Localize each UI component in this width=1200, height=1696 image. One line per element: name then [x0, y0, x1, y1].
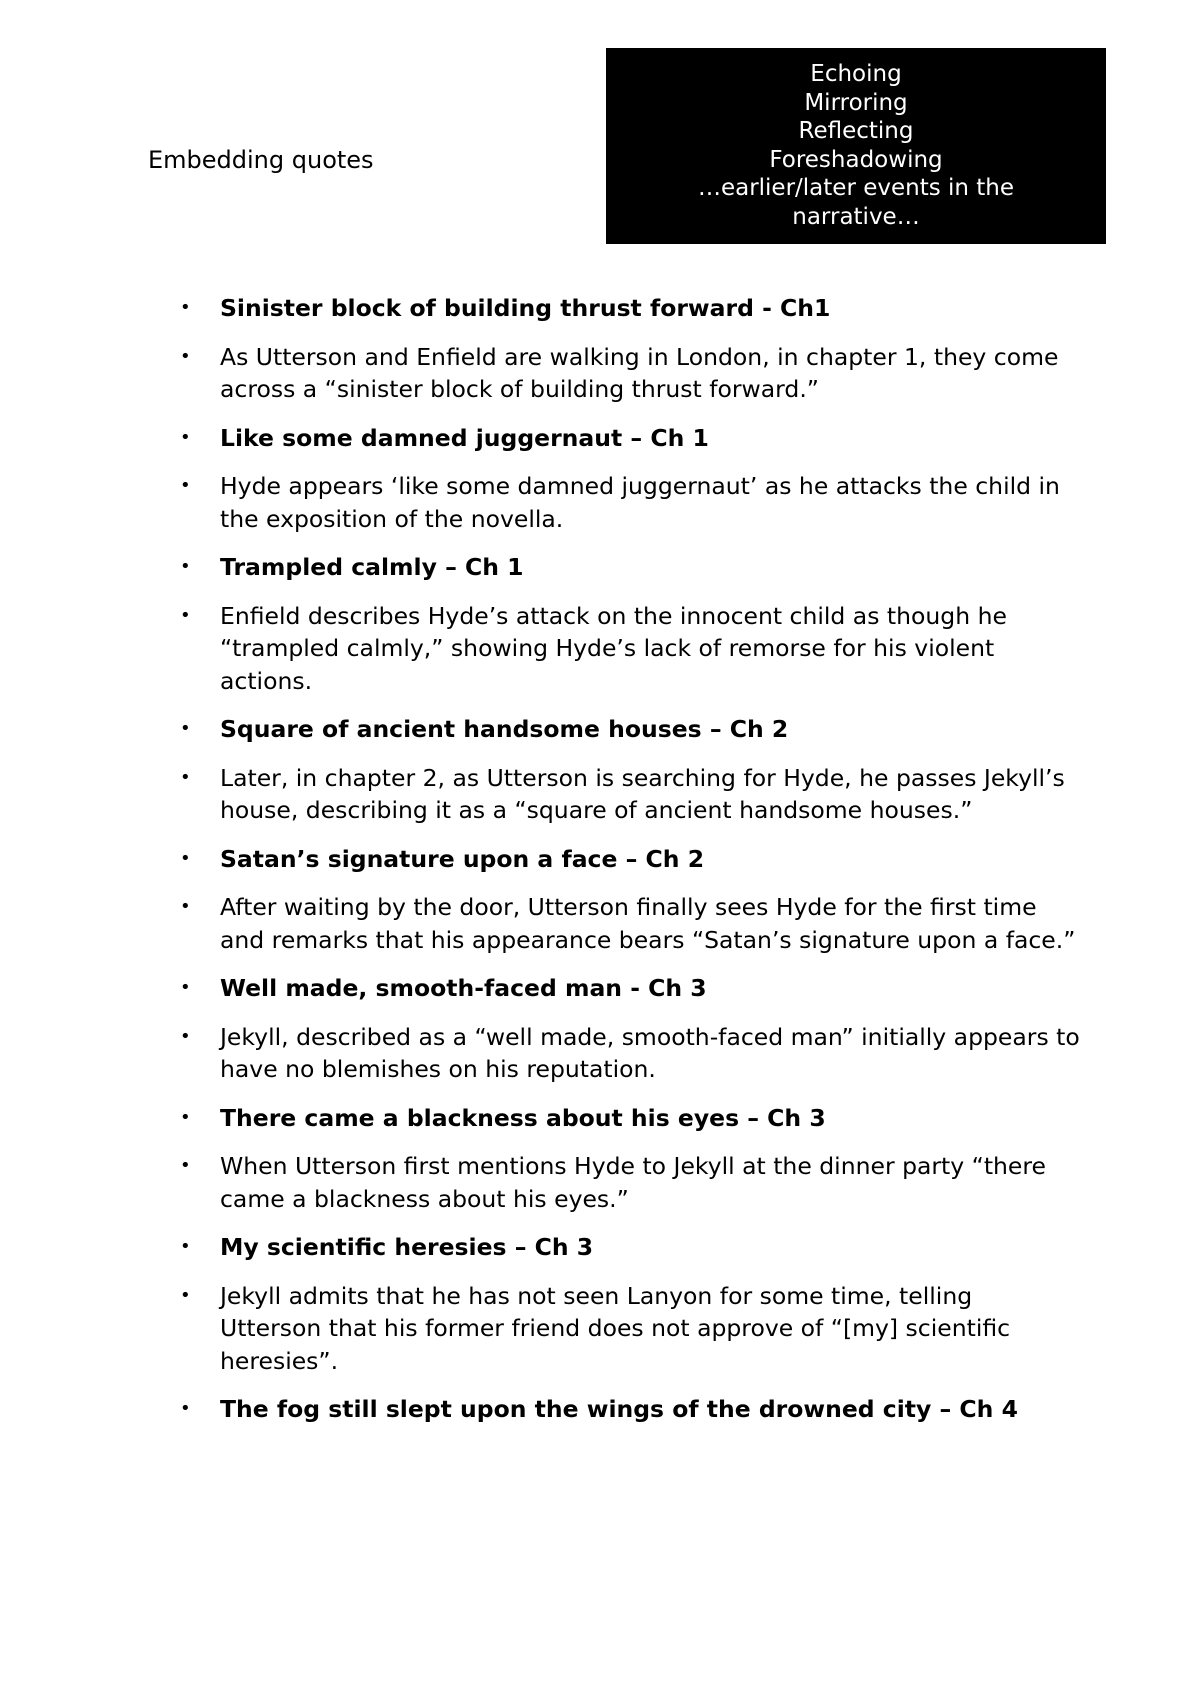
bullet-icon: •	[180, 847, 191, 869]
quote-heading-text: There came a blackness about his eyes – Ch 3	[220, 1103, 826, 1132]
quote-explanation-text: Hyde appears ‘like some damned juggernaut’ as he attacks the child in the exposition of the novella.	[220, 472, 1060, 533]
quote-explanation	[180, 762, 1080, 827]
quote-heading	[180, 1231, 1080, 1264]
quote-heading	[180, 292, 1080, 325]
quote-heading-text: The fog still slept upon the wings of the drowned city – Ch 4	[220, 1395, 1018, 1423]
bullet-icon: •	[180, 1236, 191, 1257]
quote-explanation	[180, 600, 1080, 698]
bullet-icon: •	[180, 475, 191, 496]
quote-heading-text: Satan’s signature upon a face – Ch 2	[220, 844, 705, 873]
quote-explanation-text: After waiting by the door, Utterson finally sees Hyde for the first time and remarks that his appearance bears “Satan’s signature upon a face.”	[220, 893, 1076, 954]
quote-explanation	[180, 1280, 1080, 1378]
quote-heading	[180, 972, 1080, 1005]
box-line: Foreshadowing	[769, 146, 943, 173]
quote-explanation	[180, 1150, 1080, 1215]
quote-heading-text: Square of ancient handsome houses – Ch 2	[220, 715, 789, 743]
bullet-icon: •	[180, 556, 191, 577]
quote-heading	[180, 713, 1080, 746]
quote-heading	[180, 843, 1080, 876]
quote-explanation-text: As Utterson and Enfield are walking in London, in chapter 1, they come across a “sinister block of building thrust forward.”	[220, 342, 1059, 403]
quote-explanation-text: When Utterson first mentions Hyde to Jekyll at the dinner party “there came a blackness about his eyes.”	[220, 1152, 1046, 1213]
bullet-icon: •	[180, 896, 191, 917]
bullet-icon: •	[180, 1398, 191, 1419]
document-title: Embedding quotes	[148, 146, 374, 174]
quote-explanation-text: Jekyll admits that he has not seen Lanyon for some time, telling Utterson that his former friend does not approve of “[my] scientific heresies”.	[220, 1281, 1011, 1375]
quote-explanation	[180, 1021, 1080, 1086]
bullet-icon: •	[180, 1284, 191, 1306]
bullet-icon: •	[180, 766, 191, 788]
technique-box	[606, 48, 1106, 244]
quote-heading	[180, 422, 1080, 455]
quote-heading	[180, 1102, 1080, 1135]
quote-explanation	[180, 341, 1080, 406]
quote-list	[180, 292, 1080, 1442]
bullet-icon: •	[180, 345, 191, 367]
box-line: Reflecting	[798, 118, 914, 144]
box-line: Echoing	[810, 61, 902, 87]
bullet-icon: •	[180, 1025, 191, 1047]
quote-explanation	[180, 470, 1080, 535]
quote-explanation-text: Later, in chapter 2, as Utterson is searching for Hyde, he passes Jekyll’s house, describing it as a “square of ancient handsome houses.”	[220, 763, 1065, 824]
box-line: narrative…	[792, 203, 920, 230]
bullet-icon: •	[180, 297, 191, 318]
bullet-icon: •	[180, 718, 191, 739]
bullet-icon: •	[180, 977, 191, 998]
quote-heading-text: Sinister block of building thrust forward - Ch1	[220, 294, 831, 322]
quote-heading-text: Trampled calmly – Ch 1	[220, 553, 524, 581]
quote-explanation	[180, 891, 1080, 956]
quote-heading	[180, 551, 1080, 584]
bullet-icon: •	[180, 426, 191, 448]
box-line: Mirroring	[804, 89, 908, 116]
quote-heading	[180, 1393, 1080, 1426]
quote-heading-text: My scientific heresies – Ch 3	[220, 1233, 594, 1261]
bullet-icon: •	[180, 604, 191, 626]
quote-heading-text: Like some damned juggernaut – Ch 1	[220, 423, 709, 452]
bullet-icon: •	[180, 1155, 191, 1176]
quote-explanation-text: Enfield describes Hyde’s attack on the innocent child as though he “trampled calmly,” showing Hyde’s lack of remorse for his violent actions.	[220, 601, 1007, 695]
quote-explanation-text: Jekyll, described as a “well made, smooth-faced man” initially appears to have no blemishes on his reputation.	[220, 1022, 1080, 1083]
quote-heading-text: Well made, smooth-faced man - Ch 3	[220, 974, 707, 1002]
bullet-icon: •	[180, 1106, 191, 1128]
box-line: …earlier/later events in the	[697, 175, 1015, 201]
